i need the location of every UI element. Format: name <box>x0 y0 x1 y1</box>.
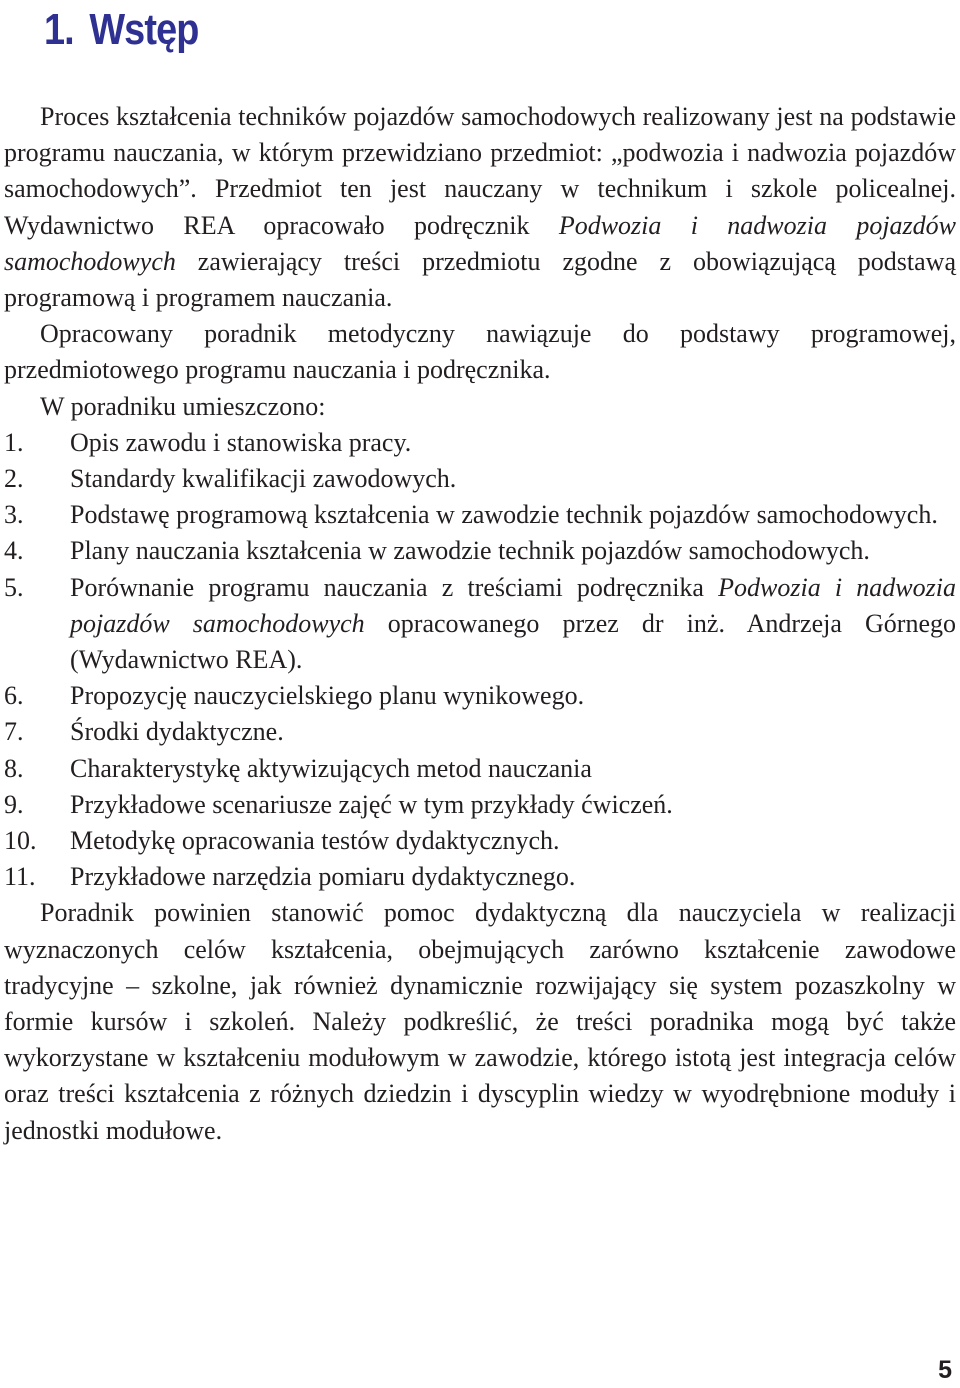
list-item <box>4 570 956 679</box>
intro-paragraph <box>4 99 956 316</box>
list-item-number: 3. <box>4 500 24 530</box>
section-heading <box>44 2 199 58</box>
list-item <box>4 859 956 895</box>
list-item <box>4 533 956 569</box>
textbook-title: Podwozia i nadwozia pojazdów samochodowych <box>4 210 957 276</box>
closing-paragraph: Poradnik powinien stanowić pomoc dydaktyczną dla nauczyciela w realizacji wyznaczonych celów kształcenia, obejmujących zarówno kształcenie zawodowe tradycyjne – szkolne, jak również dynamicznie rozwijający się system pozaszkolny w formie kursów i szkoleń. Należy podkreślić, że treści poradnika mogą być także wykorzystane w kształceniu modułowym w zawodzie, którego istotą jest integracja celów oraz treści kształcenia z różnych dziedzin i dyscyplin wiedzy w wyodrębnione moduły i jednostki modułowe. <box>4 898 956 1145</box>
section-title: Wstęp <box>89 5 199 54</box>
list-item-text: Metodykę opracowania testów dydaktycznych. <box>70 826 560 856</box>
list-item-number: 9. <box>4 789 24 819</box>
list-item-text: Opis zawodu i stanowiska pracy. <box>70 427 412 457</box>
list-item-text: Plany nauczania kształcenia w zawodzie technik pojazdów samochodowych. <box>70 536 870 566</box>
list-item-number: 5. <box>4 572 24 602</box>
list-item-text: Standardy kwalifikacji zawodowych. <box>70 464 457 494</box>
list-item-text-b: opracowanego przez dr inż. Andrzeja Górnego (Wydawnictwo REA). <box>70 608 956 675</box>
list-item-text: Środki dydaktyczne. <box>70 717 284 747</box>
list-item-text: Propozycję nauczycielskiego planu wynikowego. <box>70 681 585 711</box>
contents-lead: W poradniku umieszczono: <box>40 391 326 421</box>
list-item <box>4 823 956 859</box>
list-item <box>4 714 956 750</box>
body-text <box>4 99 956 1149</box>
list-item-number: 6. <box>4 681 24 711</box>
list-item-number: 7. <box>4 717 24 747</box>
intro-text-b: zawierający treści przedmiotu zgodne z obowiązującą podstawą programową i programem nauczania. <box>4 246 956 313</box>
list-item-number: 11. <box>4 862 36 892</box>
list-item-text: Podstawę programową kształcenia w zawodzie technik pojazdów samochodowych. <box>70 500 938 530</box>
list-item-text: Przykładowe narzędzia pomiaru dydaktycznego. <box>70 862 576 892</box>
list-item <box>4 751 956 787</box>
contents-list <box>4 425 956 896</box>
list-item-number: 2. <box>4 464 24 494</box>
list-item <box>4 787 956 823</box>
list-item-textbook-title: Podwozia i nadwozia pojazdów samochodowych <box>70 572 956 638</box>
list-item-number: 10. <box>4 826 37 856</box>
list-item <box>4 425 956 461</box>
list-item-text: Charakterystykę aktywizujących metod nauczania <box>70 753 592 783</box>
page-number: 5 <box>938 1356 952 1384</box>
list-item <box>4 497 956 533</box>
list-item <box>4 678 956 714</box>
list-item-text: Przykładowe scenariusze zajęć w tym przykłady ćwiczeń. <box>70 789 673 819</box>
intro-text-a: Proces kształcenia techników pojazdów samochodowych realizowany jest na podstawie programu nauczania, w którym przewidziano przedmiot: „podwozia i nadwozia pojazdów samochodowych”. Przedmiot ten jest nauczany w technikum i szkole policealnej. Wydawnictwo REA opracowało podręcznik <box>4 102 956 240</box>
list-item-text-a: Porównanie programu nauczania z treściami podręcznika <box>70 572 719 602</box>
list-item-number: 8. <box>4 753 24 783</box>
list-item-number: 1. <box>4 427 24 457</box>
list-item-number: 4. <box>4 536 24 566</box>
guide-paragraph: Opracowany poradnik metodyczny nawiązuje do podstawy programowej, przedmiotowego programu nauczania i podręcznika. <box>4 319 956 385</box>
list-item <box>4 461 956 497</box>
section-number: 1. <box>44 5 74 54</box>
